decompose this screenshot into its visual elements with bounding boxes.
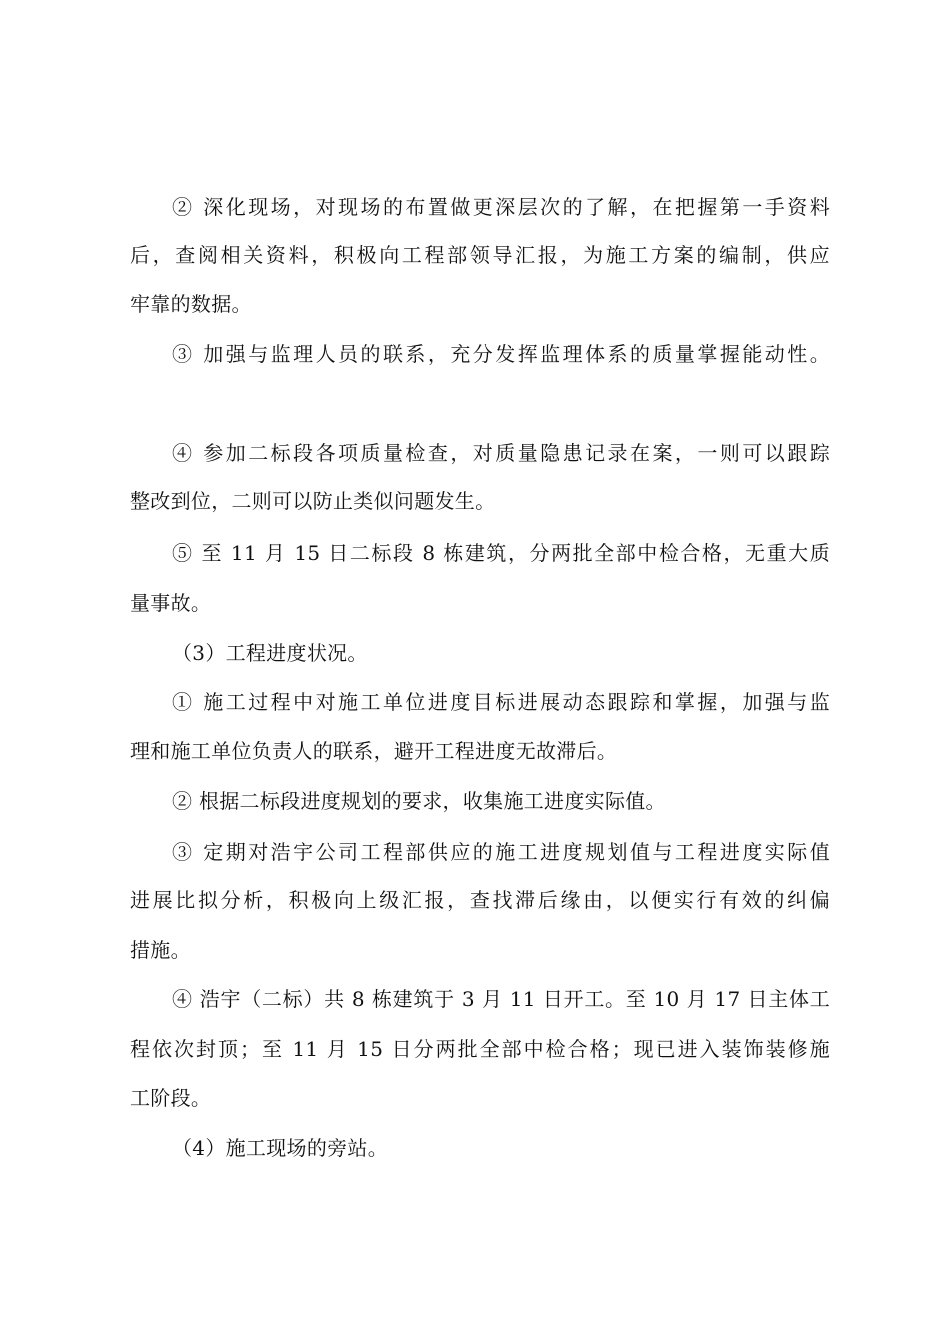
text-line: ④ 浩宇（二标）共 8 栋建筑于 3 月 11 日开工。至 10 月 17 日主体工: [172, 987, 830, 1011]
text-line: 后，查阅相关资料，积极向工程部领导汇报，为施工方案的编制，供应: [130, 243, 830, 267]
text-line: 牢靠的数据。: [130, 292, 252, 316]
text-line: ① 施工过程中对施工单位进度目标进展动态跟踪和掌握，加强与监: [172, 690, 830, 714]
text-line: 进展比拟分析，积极向上级汇报，查找滞后缘由，以便实行有效的纠偏: [130, 888, 830, 912]
text-line: 理和施工单位负责人的联系，避开工程进度无故滞后。: [130, 739, 618, 763]
text-line: ⑤ 至 11 月 15 日二标段 8 栋建筑，分两批全部中检合格，无重大质: [172, 541, 830, 565]
text-line: 措施。: [130, 938, 191, 962]
section-heading: （4）施工现场的旁站。: [172, 1136, 389, 1160]
text-line: 程依次封顶；至 11 月 15 日分两批全部中检合格；现已进入装饰装修施: [130, 1037, 830, 1061]
text-line: ③ 加强与监理人员的联系，充分发挥监理体系的质量掌握能动性。: [172, 342, 830, 366]
text-line: ④ 参加二标段各项质量检查，对质量隐患记录在案，一则可以跟踪: [172, 441, 830, 465]
text-line: ② 深化现场，对现场的布置做更深层次的了解，在把握第一手资料: [172, 195, 830, 219]
text-line: 工阶段。: [130, 1086, 212, 1110]
section-heading: （3）工程进度状况。: [172, 641, 368, 665]
text-line: ② 根据二标段进度规划的要求，收集施工进度实际值。: [172, 789, 666, 813]
text-line: ③ 定期对浩宇公司工程部供应的施工进度规划值与工程进度实际值: [172, 840, 830, 864]
text-line: 整改到位，二则可以防止类似问题发生。: [130, 489, 496, 513]
text-line: 量事故。: [130, 591, 212, 615]
